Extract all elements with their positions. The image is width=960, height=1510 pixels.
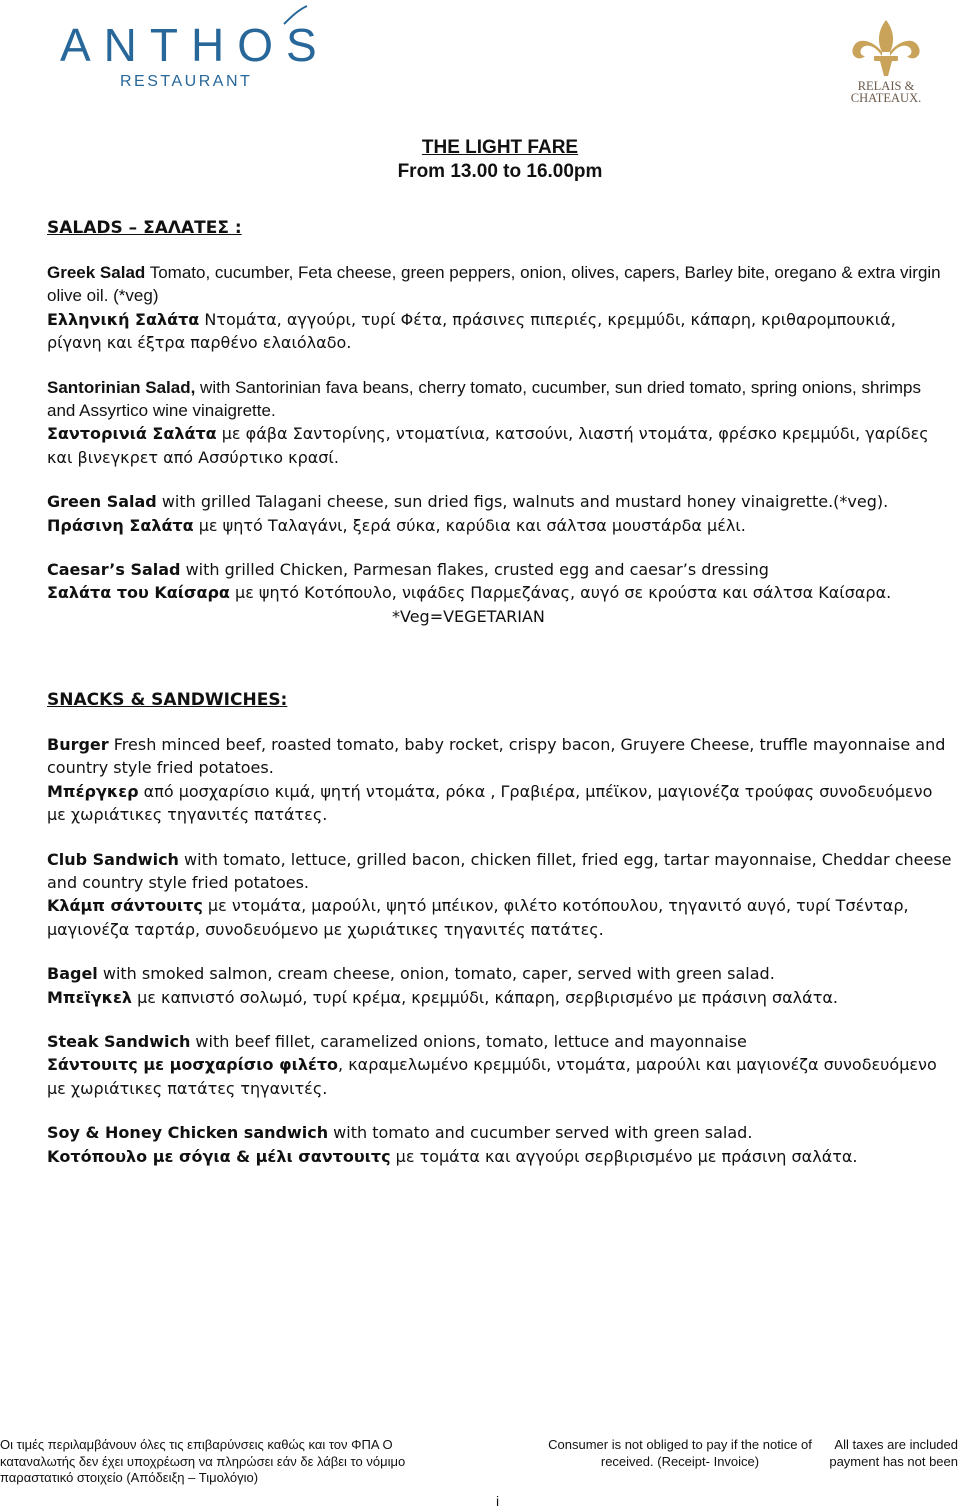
menu-item-burger [47,733,952,827]
menu-item-steak-sandwich [47,1030,952,1100]
menu-header [0,136,960,184]
menu-title: THE LIGHT FARE [421,137,579,158]
item-name-en: Burger [47,734,109,754]
logo-word: ANTHOS [60,19,330,71]
partner-line-1: RELAIS & [857,79,915,93]
item-desc-en: with grilled Chicken, Parmesan flakes, crusted egg and caesar’s dressing [180,560,769,580]
item-name-gr: Μπεϊγκελ [47,987,133,1007]
menu-hours: From 13.00 to 16.00pm [397,161,603,182]
item-desc-en: with smoked salmon, cream cheese, onion, tomato, caper, served with green salad. [97,964,775,984]
item-desc-gr: , καραμελωμένο κρεμμύδι, ντομάτα, μαρούλι και μαγιονέζα συνοδευόμενο με χωριάτικες πατάτες τηγανιτές. [47,1055,937,1098]
snacks-heading: SNACKS & SANDWICHES: [47,689,288,710]
fleur-de-lis-icon [847,18,925,80]
item-desc-en: Fresh minced beef, roasted tomato, baby rocket, crispy bacon, Gruyere Cheese, truffle mayonnaise and country style fried potatoes. [47,734,946,778]
item-name-en: Bagel [47,964,98,984]
item-desc-gr: με ψητό Ταλαγάνι, ξερά σύκα, καρύδια και σάλτσα μουστάρδα μέλι. [193,515,746,535]
item-desc-gr: με φάβα Σαντορίνης, ντοματίνια, κατσούνι, λιαστή ντομάτα, φρέσκο κρεμμύδι, γαρίδες και βινεγκρετ από Ασσύρτικο κρασί. [47,424,929,467]
partner-line-2: CHATEAUX. [850,91,922,105]
item-name-gr: Σαντορινιά Σαλάτα [47,424,217,444]
item-name-en: Green Salad [47,492,157,512]
relais-chateaux-logo [838,18,934,118]
item-name-en: Greek Salad [47,263,146,282]
footer-taxes-notice: All taxes are included payment has not been [829,1437,958,1469]
item-name-gr: Κλάμπ σάντουιτς [47,896,203,916]
page-footer [0,1437,960,1509]
item-desc-en: Tomato, cucumber, Feta cheese, green peppers, onion, olives, capers, Barley bite, oregano & extra virgin olive oil. (*veg) [47,263,941,306]
item-name-gr: Πράσινη Σαλάτα [47,515,194,535]
salads-heading: SALADS – ΣΑΛΑΤΕΣ : [47,218,242,238]
item-name-en: Soy & Honey Chicken sandwich [47,1123,329,1143]
item-name-en: Club Sandwich [47,849,179,869]
item-name-en: Santorinian Salad, [47,377,196,397]
menu-item-soy-honey-chicken [47,1121,952,1168]
item-name-gr: Σαλάτα του Καίσαρα [47,583,230,603]
item-name-gr: Ελληνική Σαλάτα [47,309,200,329]
menu-item-greek-salad [47,261,952,355]
vegetarian-note: *Veg=VEGETARIAN [392,606,545,626]
logo-accent-icon [280,4,310,26]
item-desc-gr: Ντομάτα, αγγούρι, τυρί Φέτα, πράσινες πιπεριές, κρεμμύδι, κάπαρη, κριθαρομπουκιά, ρίγανη και έξτρα παρθένο ελαιόλαδο. [47,309,896,353]
footer-greek-notice: Οι τιμές περιλαμβάνουν όλες τις επιβαρύνσεις καθώς και τον ΦΠΑ Ο καταναλωτής δεν έχει υποχρέωση να πληρώσει εάν δε λάβει το νόμιμο παραστατικό στοιχείο (Απόδειξη – Τιμολόγιο) [0,1437,406,1485]
item-desc-gr: με καπνιστό σολωμό, τυρί κρέμα, κρεμμύδι, κάπαρη, σερβιρισμένο με πράσινη σαλάτα. [132,987,838,1007]
item-name-en: Steak Sandwich [47,1031,191,1051]
item-desc-en: with Santorinian fava beans, cherry tomato, cucumber, sun dried tomato, spring onions, shrimps and Assyrtico wine vinaigrette. [47,377,922,421]
item-desc-en: with tomato, lettuce, grilled bacon, chicken fillet, fried egg, tartar mayonnaise, Cheddar cheese and country style fried potatoes. [47,849,952,892]
menu-item-santorinian-salad [47,376,952,470]
item-desc-en: with grilled Talagani cheese, sun dried figs, walnuts and mustard honey vinaigrette.(*veg). [156,492,889,512]
menu-content [47,216,952,1168]
footer-english-notice: Consumer is not obliged to pay if the notice of received. (Receipt- Invoice) [548,1437,812,1469]
menu-item-bagel [47,962,952,1009]
item-desc-gr: με ψητό Κοτόπουλο, νιφάδες Παρμεζάνας, αυγό σε κρούστα και σάλτσα Καίσαρα. [229,583,892,603]
menu-item-caesar-salad [47,558,952,605]
item-name-gr: Μπέργκερ [47,781,139,801]
page-number: i [496,1493,500,1509]
item-name-gr: Σάντουιτς με μοσχαρίσιο φιλέτο [47,1055,339,1075]
item-desc-en: with tomato and cucumber served with green salad. [328,1123,753,1143]
item-name-en: Caesar’s Salad [47,560,181,580]
logo-subtitle: RESTAURANT [120,73,253,90]
item-desc-en: with beef fillet, caramelized onions, tomato, lettuce and mayonnaise [190,1031,747,1051]
item-desc-gr: με τομάτα και αγγούρι σερβιρισμένο με πράσινη σαλάτα. [390,1146,858,1166]
menu-item-green-salad [47,490,952,537]
item-desc-gr: με ντομάτα, μαρούλι, ψητό μπέικον, φιλέτο κοτόπουλου, τηγανιτό αυγό, τυρί Τσένταρ, μαγιονέζα ταρτάρ, συνοδευόμενο με χωριάτικες τηγανιτές πατάτες. [47,896,909,939]
anthos-logo [58,4,338,96]
menu-item-club-sandwich [47,848,952,942]
item-name-gr: Κοτόπουλο με σόγια & μέλι σαντουιτς [47,1146,391,1166]
item-desc-gr: από μοσχαρίσιο κιμά, ψητή ντομάτα, ρόκα , Γραβιέρα, μπέϊκον, μαγιονέζα τρούφας συνοδευόμενο με χωριάτικες τηγανιτές πατάτες. [47,781,933,825]
